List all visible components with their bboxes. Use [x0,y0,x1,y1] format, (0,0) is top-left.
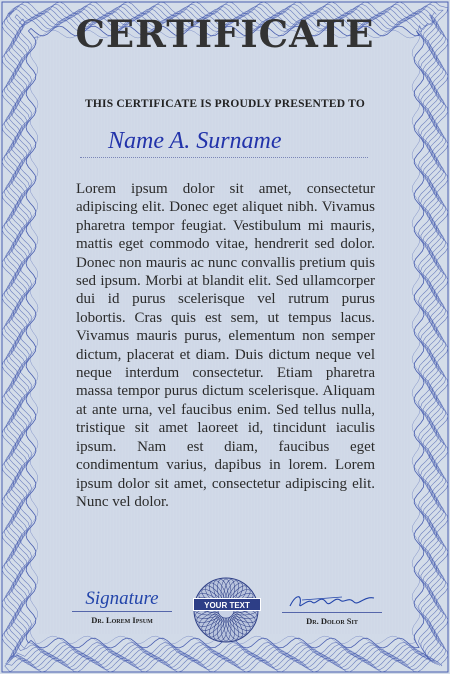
signature-right-block [282,588,382,626]
signature-left-label: Dr. Lorem Ipsum [91,615,153,625]
signature-left-block [72,588,172,625]
certificate-title: CERTIFICATE [75,12,375,56]
signature-left-script: Signature [72,588,172,612]
seal-band: YOUR TEXT [193,598,261,611]
signature-scribble-icon [282,588,382,613]
recipient-name: Name A. Surname [108,128,282,154]
name-underline [80,157,368,158]
certificate-subtitle: THIS CERTIFICATE IS PROUDLY PRESENTED TO [85,98,365,110]
certificate-body: Lorem ipsum dolor sit amet, consectetur adipiscing elit. Donec eget aliquet nibh. Vivamus pharetra tempor feugiat. Vestibulum mi mauris, mattis eget commodo vitae, hendrerit sed dolor. Donec non mauris ac nunc convallis pretium quis sed ipsum. Morbi at blandit elit. Sed ullamcorper dui id purus scelerisque vel rutrum purus lobortis. Cras quis est sem, ut tempus lacus. Vivamus mauris purus, elementum non semper dictum, placerat et diam. Duis dictum neque vel neque interdum consectetur. Etiam pharetra massa tempor purus dictum scelerisque. Aliquam at ante urna, vel faucibus enim. Sed tellus nulla, tristique sit amet laoreet id, tincidunt iaculis ipsum. Nam est diam, faucibus eget condimentum varius, dapibus in lorem. Lorem ipsum dolor sit amet, consectetur adipiscing elit. Nunc vel dolor. [76,181,375,510]
signature-right-label: Dr. Dolor Sit [306,616,358,626]
